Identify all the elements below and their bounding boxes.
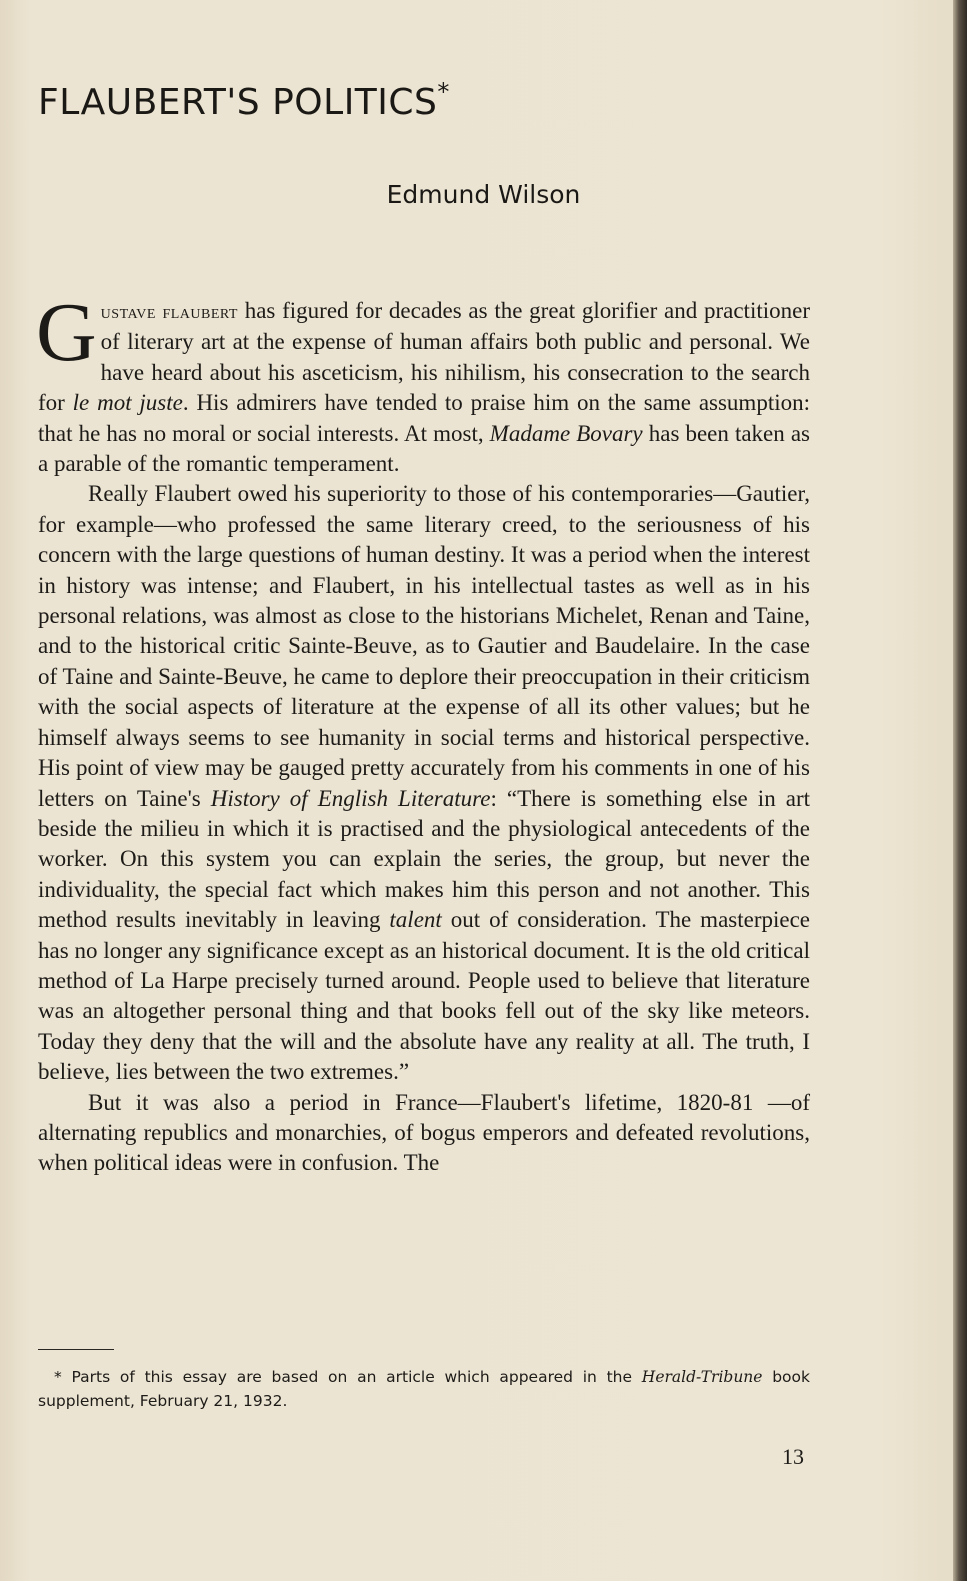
footnote xyxy=(38,1365,810,1413)
p1-text-1: has figured for decades as the great glorifier and practitioner of literary art at the expense of human affairs both public and personal. We have heard about his asceticism, his nihilism, his consecration to the search for xyxy=(38,298,810,416)
footnote-mark: * xyxy=(54,1368,62,1386)
p2-italic-1: History of English Literature xyxy=(210,785,491,811)
page-edge-shadow xyxy=(953,0,967,1581)
paragraph-1 xyxy=(36,286,810,479)
footnote-italic: Herald-Tribune xyxy=(641,1368,763,1386)
p2-text-3: out of consideration. The masterpiece has no longer any significance except as an historical document. It is the old critical method of La Harpe precisely turned around. People used to believe that literature was an altogether personal thing and that books fell out of the sky like meteors. Today they deny that the will and the absolute have any reality at all. The truth, I believe, lies between the two extremes.” xyxy=(38,907,810,1085)
footnote-text-1: Parts of this essay are based on an article which appeared in the xyxy=(61,1368,642,1386)
p2-text-1: Really Flaubert owed his superiority to those of his contemporaries—Gautier, for example—who professed the same literary creed, to the seriousness of his concern with the large questions of human destiny. It was a period when the interest in history was intense; and Flaubert, in his intellectual tastes as well as in his personal relations, was almost as close to the historians Michelet, Renan and Taine, and to the historical critic Sainte-Beuve, as to Gautier and Baudelaire. In the case of Taine and Sainte-Beuve, he came to deplore their preoccupation in their criticism with the social aspects of literature at the expense of all its other values; but he himself always seems to see humanity in social terms and historical perspective. His point of view may be gauged pretty accurately from his comments in one of his letters on Taine's xyxy=(38,481,810,811)
p1-italic-1: le mot juste xyxy=(72,390,183,416)
author-name: Edmund Wilson xyxy=(386,180,581,209)
page-number: 13 xyxy=(782,1444,804,1469)
p1-text-2: . His admirers have tended to praise him on the same assumption: that he has no moral or social interests. At most, xyxy=(38,390,810,446)
p3-text-1: But it was also a period in France—Flaubert's lifetime, 1820-81 —of alternating republics and monarchies, of bogus emperors and defeated revolutions, when political ideas were in confusion. The xyxy=(38,1089,810,1176)
opening-small-caps: ustave flaubert xyxy=(100,301,238,323)
footnote-text-2: book supplement, February 21, 1932. xyxy=(38,1368,810,1410)
p2-text-2: : “There is something else in art beside the milieu in which it is practised and the physiological antecedents of the worker. On this system you can explain the series, the group, but never the individuality, the special fact which makes him this person and not another. This method results inevitably in leaving xyxy=(38,785,810,933)
paragraph-2 xyxy=(38,479,810,1087)
article-body xyxy=(36,286,810,1179)
article-title xyxy=(38,78,450,123)
title-text: FLAUBERT'S POLITICS xyxy=(38,82,438,123)
p1-italic-2: Madame Bovary xyxy=(489,420,643,446)
paragraph-3 xyxy=(38,1088,810,1179)
title-footnote-mark: * xyxy=(437,78,450,106)
p1-text-3: has been taken as a parable of the romantic temperament. xyxy=(38,420,810,477)
footnote-rule xyxy=(38,1349,114,1350)
drop-cap: G xyxy=(36,286,97,379)
p2-italic-2: talent xyxy=(389,907,442,933)
